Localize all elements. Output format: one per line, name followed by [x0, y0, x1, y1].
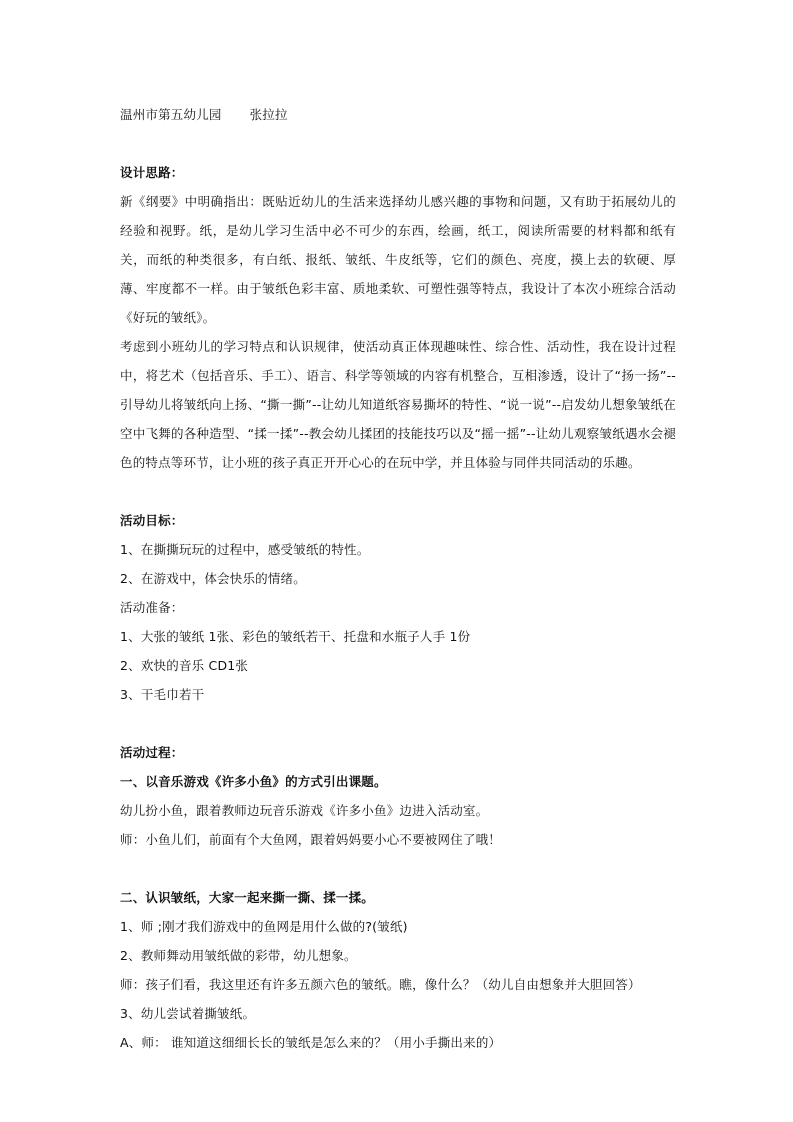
- goal-item: 1、在撕撕玩玩的过程中，感受皱纸的特性。: [120, 542, 370, 557]
- document-header: [120, 100, 676, 129]
- process-part2-line: A、师： 谁知道这细细长长的皱纸是怎么来的？（用小手撕出来的）: [120, 1035, 502, 1050]
- design-heading: 设计思路：: [120, 165, 184, 180]
- author-name: 张拉拉: [249, 107, 288, 122]
- process-part1-title: 一、以音乐游戏《许多小鱼》的方式引出课题。: [120, 774, 387, 789]
- prep-item: 2、欢快的音乐 CD1张: [120, 658, 249, 673]
- prep-item: 3、干毛巾若干: [120, 687, 205, 702]
- design-paragraph-1: 新《纲要》中明确指出：既贴近幼儿的生活来选择幼儿感兴趣的事物和问题，又有助于拓展幼儿的经验和视野。纸，是幼儿学习生活中必不可少的东西，绘画，纸工，阅读所需要的材料都和纸有关，而纸的种类很多，有白纸、报纸、皱纸、牛皮纸等，它们的颜色、亮度，摸上去的软硬、厚薄、牢度都不一样。由于皱纸色彩丰富、质地柔软、可塑性强等特点，我设计了本次小班综合活动《好玩的皱纸》。: [120, 194, 676, 325]
- process-part1-line: 幼儿扮小鱼，跟着教师边玩音乐游戏《许多小鱼》边进入活动室。: [120, 803, 489, 818]
- process-part2-line: 师：孩子们看，我这里还有许多五颜六色的皱纸。瞧，像什么？（幼儿自由想象并大胆回答）: [120, 977, 641, 992]
- process-part1-line: 师：小鱼儿们，前面有个大鱼网，跟着妈妈要小心不要被网住了哦！: [120, 832, 502, 847]
- goal-item: 2、在游戏中，体会快乐的情绪。: [120, 571, 306, 586]
- process-heading: 活动过程：: [120, 745, 184, 760]
- prep-item: 1、大张的皱纸 1张、彩色的皱纸若干、托盘和水瓶子人手 1份: [120, 629, 471, 644]
- process-part2-line: 3、幼儿尝试着撕皱纸。: [120, 1006, 256, 1021]
- prep-heading: 活动准备：: [120, 600, 184, 615]
- process-part2-line: 1、师 ;刚才我们游戏中的鱼网是用什么做的?(皱纸): [120, 919, 408, 934]
- process-part2-title: 二、认识皱纸，大家一起来撕一撕、揉一揉。: [120, 890, 375, 905]
- process-part2-line: 2、教师舞动用皱纸做的彩带，幼儿想象。: [120, 948, 357, 963]
- goals-heading: 活动目标：: [120, 513, 184, 528]
- design-paragraph-2: 考虑到小班幼儿的学习特点和认识规律，使活动真正体现趣味性、综合性、活动性，我在设计过程中，将艺术（包括音乐、手工）、语言、科学等领域的内容有机整合，互相渗透，设计了“扬一扬”--引导幼儿将皱纸向上扬、“撕一撕”--让幼儿知道纸容易撕坏的特性、“说一说”--启发幼儿想象皱纸在空中飞舞的各种造型、“揉一揉”--教会幼儿揉团的技能技巧以及“摇一摇”--让幼儿观察皱纸遇水会褪色的特点等环节，让小班的孩子真正开开心心的在玩中学，并且体验与同伴共同活动的乐趣。: [120, 339, 676, 470]
- document-body: [120, 100, 676, 1057]
- school-name: 温州市第五幼儿园: [120, 107, 222, 122]
